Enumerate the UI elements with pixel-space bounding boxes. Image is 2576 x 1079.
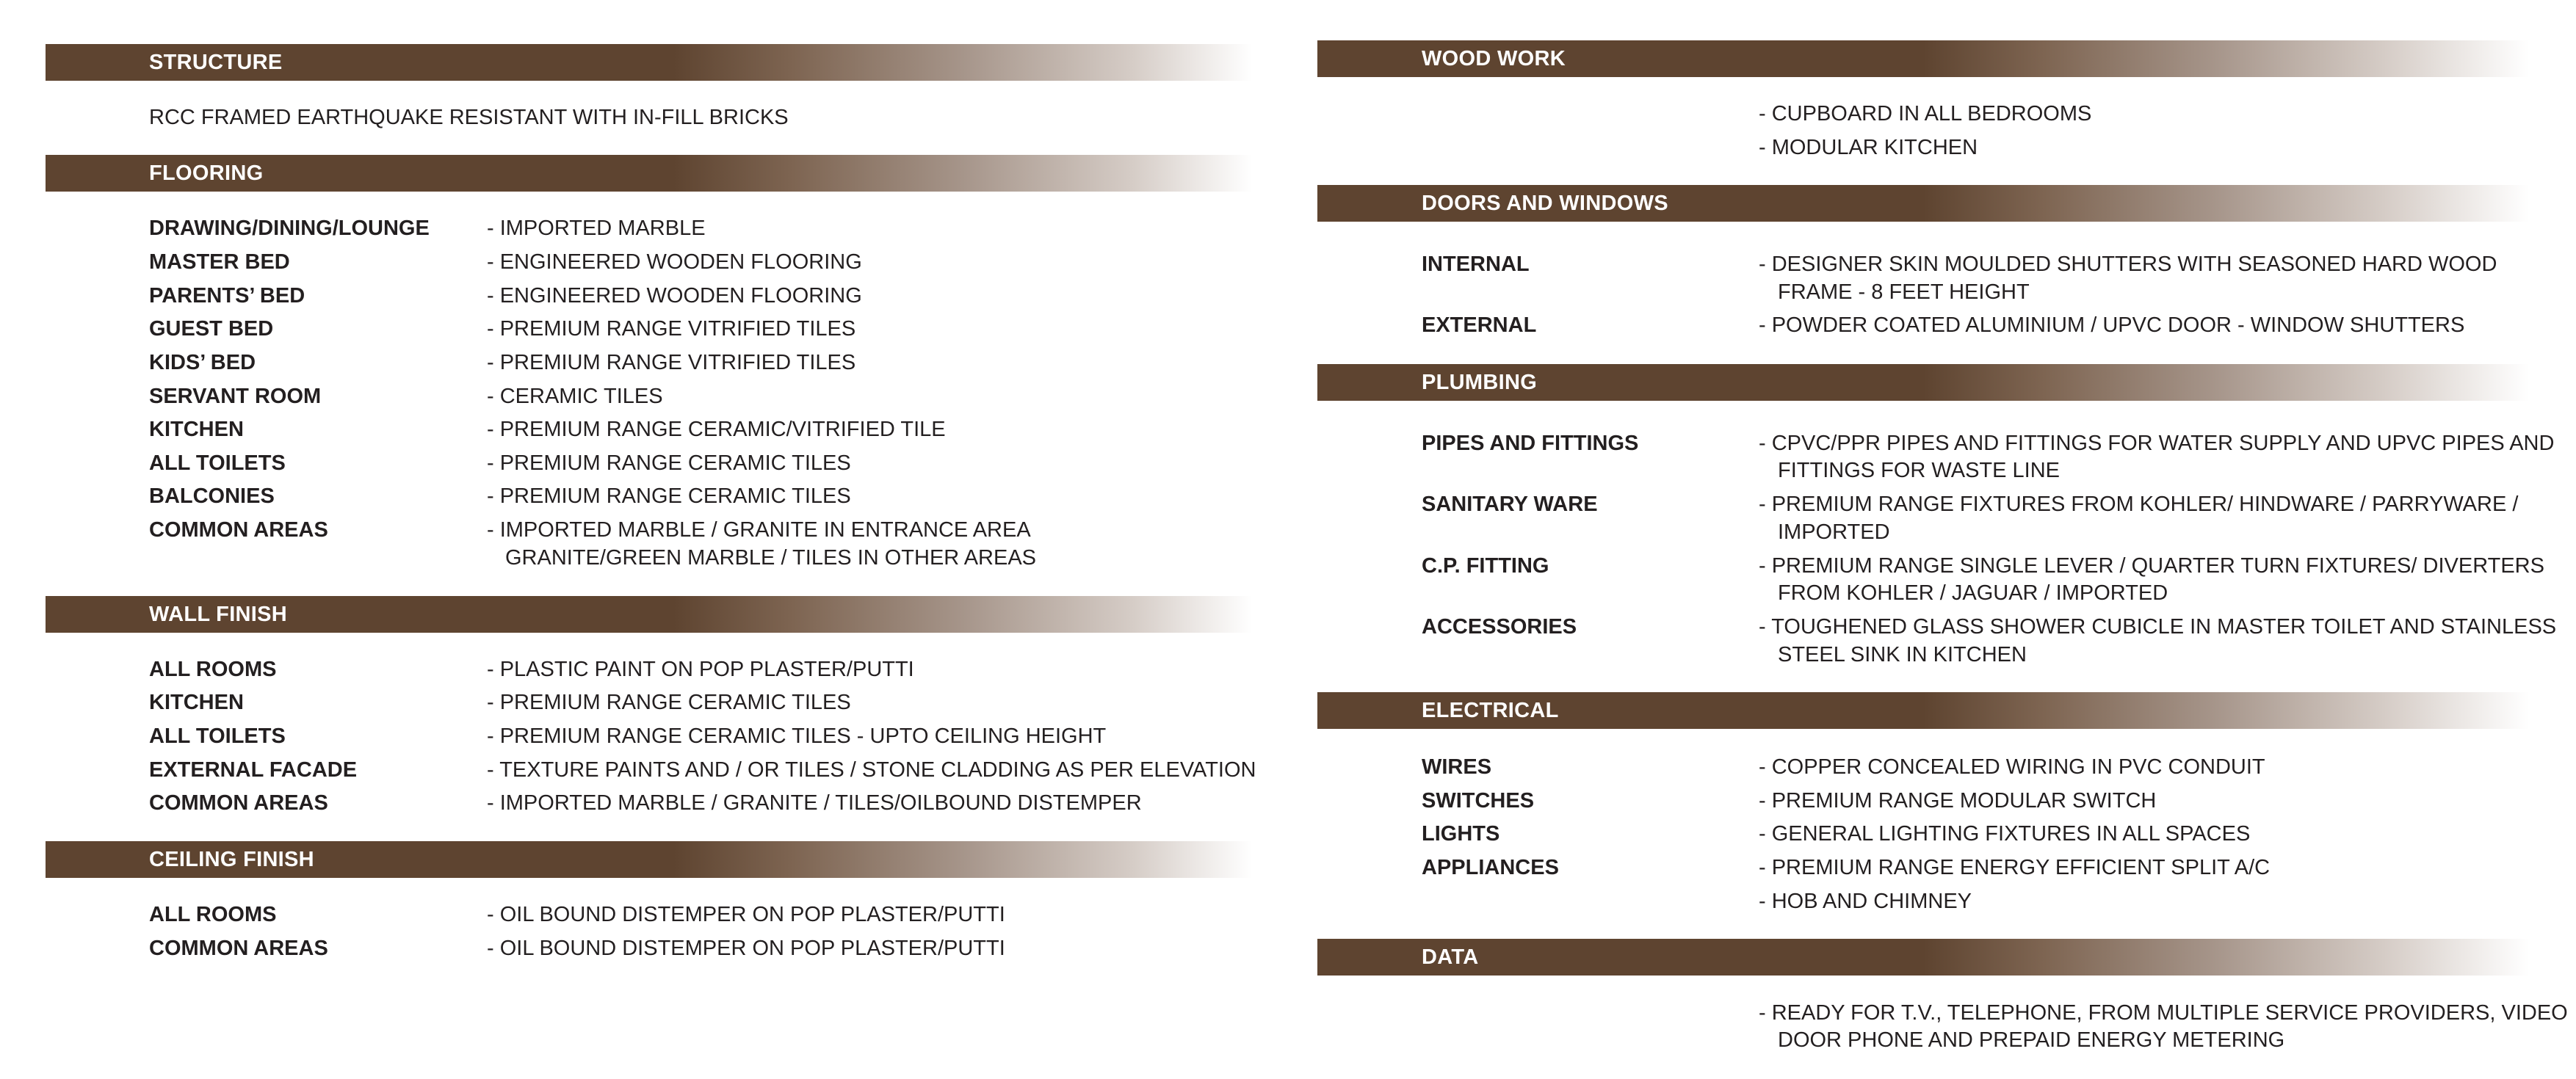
spec-value-continued: GRANITE/GREEN MARBLE / TILES IN OTHER AREAS <box>505 546 1037 570</box>
spec-label: KITCHEN <box>149 691 244 714</box>
spec-value-continued: IMPORTED <box>1778 520 1890 544</box>
section-title: PLUMBING <box>1422 371 1538 394</box>
spec-value: - CERAMIC TILES <box>487 385 663 408</box>
section-header-doors-and-windows <box>1317 185 2529 222</box>
spec-value: - TOUGHENED GLASS SHOWER CUBICLE IN MASTER TOILET AND STAINLESS <box>1759 615 2557 639</box>
spec-label: ACCESSORIES <box>1422 615 1577 639</box>
spec-value: - PREMIUM RANGE CERAMIC/VITRIFIED TILE <box>487 418 946 441</box>
spec-label: ALL ROOMS <box>149 658 277 681</box>
spec-value: - PLASTIC PAINT ON POP PLASTER/PUTTI <box>487 658 914 681</box>
spec-value: - PREMIUM RANGE CERAMIC TILES <box>487 484 851 508</box>
spec-value: - CPVC/PPR PIPES AND FITTINGS FOR WATER SUPPLY AND UPVC PIPES AND <box>1759 432 2555 455</box>
section-header-electrical <box>1317 692 2529 729</box>
spec-label: COMMON AREAS <box>149 518 328 542</box>
section-header-wall-finish <box>46 596 1252 633</box>
spec-value: - HOB AND CHIMNEY <box>1759 890 1972 913</box>
section-title: STRUCTURE <box>149 51 283 74</box>
spec-label: ALL TOILETS <box>149 451 286 475</box>
spec-label: WIRES <box>1422 755 1492 779</box>
spec-label: SANITARY WARE <box>1422 493 1598 516</box>
spec-value: - TEXTURE PAINTS AND / OR TILES / STONE CLADDING AS PER ELEVATION <box>487 758 1256 782</box>
spec-label: COMMON AREAS <box>149 791 328 815</box>
spec-value: - PREMIUM RANGE VITRIFIED TILES <box>487 317 856 341</box>
spec-label: EXTERNAL FACADE <box>149 758 358 782</box>
spec-label: DRAWING/DINING/LOUNGE <box>149 217 430 240</box>
spec-value: - PREMIUM RANGE CERAMIC TILES <box>487 691 851 714</box>
spec-value: - OIL BOUND DISTEMPER ON POP PLASTER/PUTTI <box>487 937 1005 960</box>
spec-value: - COPPER CONCEALED WIRING IN PVC CONDUIT <box>1759 755 2265 779</box>
section-header-flooring <box>46 155 1252 192</box>
spec-value: - PREMIUM RANGE VITRIFIED TILES <box>487 351 856 374</box>
spec-label: EXTERNAL <box>1422 313 1537 337</box>
spec-value: - PREMIUM RANGE SINGLE LEVER / QUARTER TURN FIXTURES/ DIVERTERS <box>1759 554 2544 578</box>
spec-value: - MODULAR KITCHEN <box>1759 136 1978 159</box>
spec-value: - PREMIUM RANGE ENERGY EFFICIENT SPLIT A/C <box>1759 856 2271 879</box>
spec-label: C.P. FITTING <box>1422 554 1549 578</box>
section-header-structure <box>46 44 1252 81</box>
spec-label: PARENTS’ BED <box>149 284 305 308</box>
spec-value-continued: DOOR PHONE AND PREPAID ENERGY METERING <box>1778 1028 2285 1052</box>
spec-value: - OIL BOUND DISTEMPER ON POP PLASTER/PUTTI <box>487 903 1005 926</box>
spec-value: - CUPBOARD IN ALL BEDROOMS <box>1759 102 2092 126</box>
section-title: FLOORING <box>149 161 264 185</box>
spec-value: - GENERAL LIGHTING FIXTURES IN ALL SPACES <box>1759 822 2251 846</box>
spec-value: - PREMIUM RANGE CERAMIC TILES - UPTO CEILING HEIGHT <box>487 724 1107 748</box>
spec-label: APPLIANCES <box>1422 856 1559 879</box>
spec-value: - POWDER COATED ALUMINIUM / UPVC DOOR - WINDOW SHUTTERS <box>1759 313 2465 337</box>
spec-label: MASTER BED <box>149 250 290 274</box>
structure-text: RCC FRAMED EARTHQUAKE RESISTANT WITH IN-FILL BRICKS <box>149 106 789 129</box>
spec-value: - ENGINEERED WOODEN FLOORING <box>487 250 862 274</box>
spec-value: - IMPORTED MARBLE / GRANITE IN ENTRANCE AREA <box>487 518 1031 542</box>
section-title: DATA <box>1422 945 1479 969</box>
spec-value-continued: FRAME - 8 FEET HEIGHT <box>1778 280 2030 304</box>
spec-label: KITCHEN <box>149 418 244 441</box>
spec-label: PIPES AND FITTINGS <box>1422 432 1639 455</box>
section-header-plumbing <box>1317 364 2529 401</box>
section-title: ELECTRICAL <box>1422 699 1559 722</box>
spec-value-continued: STEEL SINK IN KITCHEN <box>1778 643 2027 666</box>
section-title: CEILING FINISH <box>149 848 314 871</box>
spec-label: ALL TOILETS <box>149 724 286 748</box>
spec-value: - PREMIUM RANGE FIXTURES FROM KOHLER/ HINDWARE / PARRYWARE / <box>1759 493 2519 516</box>
spec-label: SERVANT ROOM <box>149 385 322 408</box>
spec-value: - READY FOR T.V., TELEPHONE, FROM MULTIPLE SERVICE PROVIDERS, VIDEO <box>1759 1001 2568 1025</box>
spec-value: - ENGINEERED WOODEN FLOORING <box>487 284 862 308</box>
spec-value: - PREMIUM RANGE CERAMIC TILES <box>487 451 851 475</box>
spec-label: SWITCHES <box>1422 789 1535 813</box>
section-title: WALL FINISH <box>149 603 288 626</box>
spec-label: KIDS’ BED <box>149 351 256 374</box>
spec-value-continued: FITTINGS FOR WASTE LINE <box>1778 459 2060 482</box>
section-header-wood-work <box>1317 40 2529 77</box>
spec-label: LIGHTS <box>1422 822 1500 846</box>
section-title: DOORS AND WINDOWS <box>1422 192 1668 215</box>
spec-label: INTERNAL <box>1422 253 1530 276</box>
spec-value: - IMPORTED MARBLE <box>487 217 706 240</box>
spec-label: COMMON AREAS <box>149 937 328 960</box>
spec-value-continued: FROM KOHLER / JAGUAR / IMPORTED <box>1778 581 2168 605</box>
spec-value: - IMPORTED MARBLE / GRANITE / TILES/OILBOUND DISTEMPER <box>487 791 1142 815</box>
spec-value: - DESIGNER SKIN MOULDED SHUTTERS WITH SEASONED HARD WOOD <box>1759 253 2497 276</box>
section-title: WOOD WORK <box>1422 47 1566 70</box>
spec-label: GUEST BED <box>149 317 274 341</box>
spec-label: ALL ROOMS <box>149 903 277 926</box>
spec-value: - PREMIUM RANGE MODULAR SWITCH <box>1759 789 2157 813</box>
section-header-data <box>1317 939 2529 976</box>
section-header-ceiling-finish <box>46 841 1252 878</box>
spec-label: BALCONIES <box>149 484 275 508</box>
